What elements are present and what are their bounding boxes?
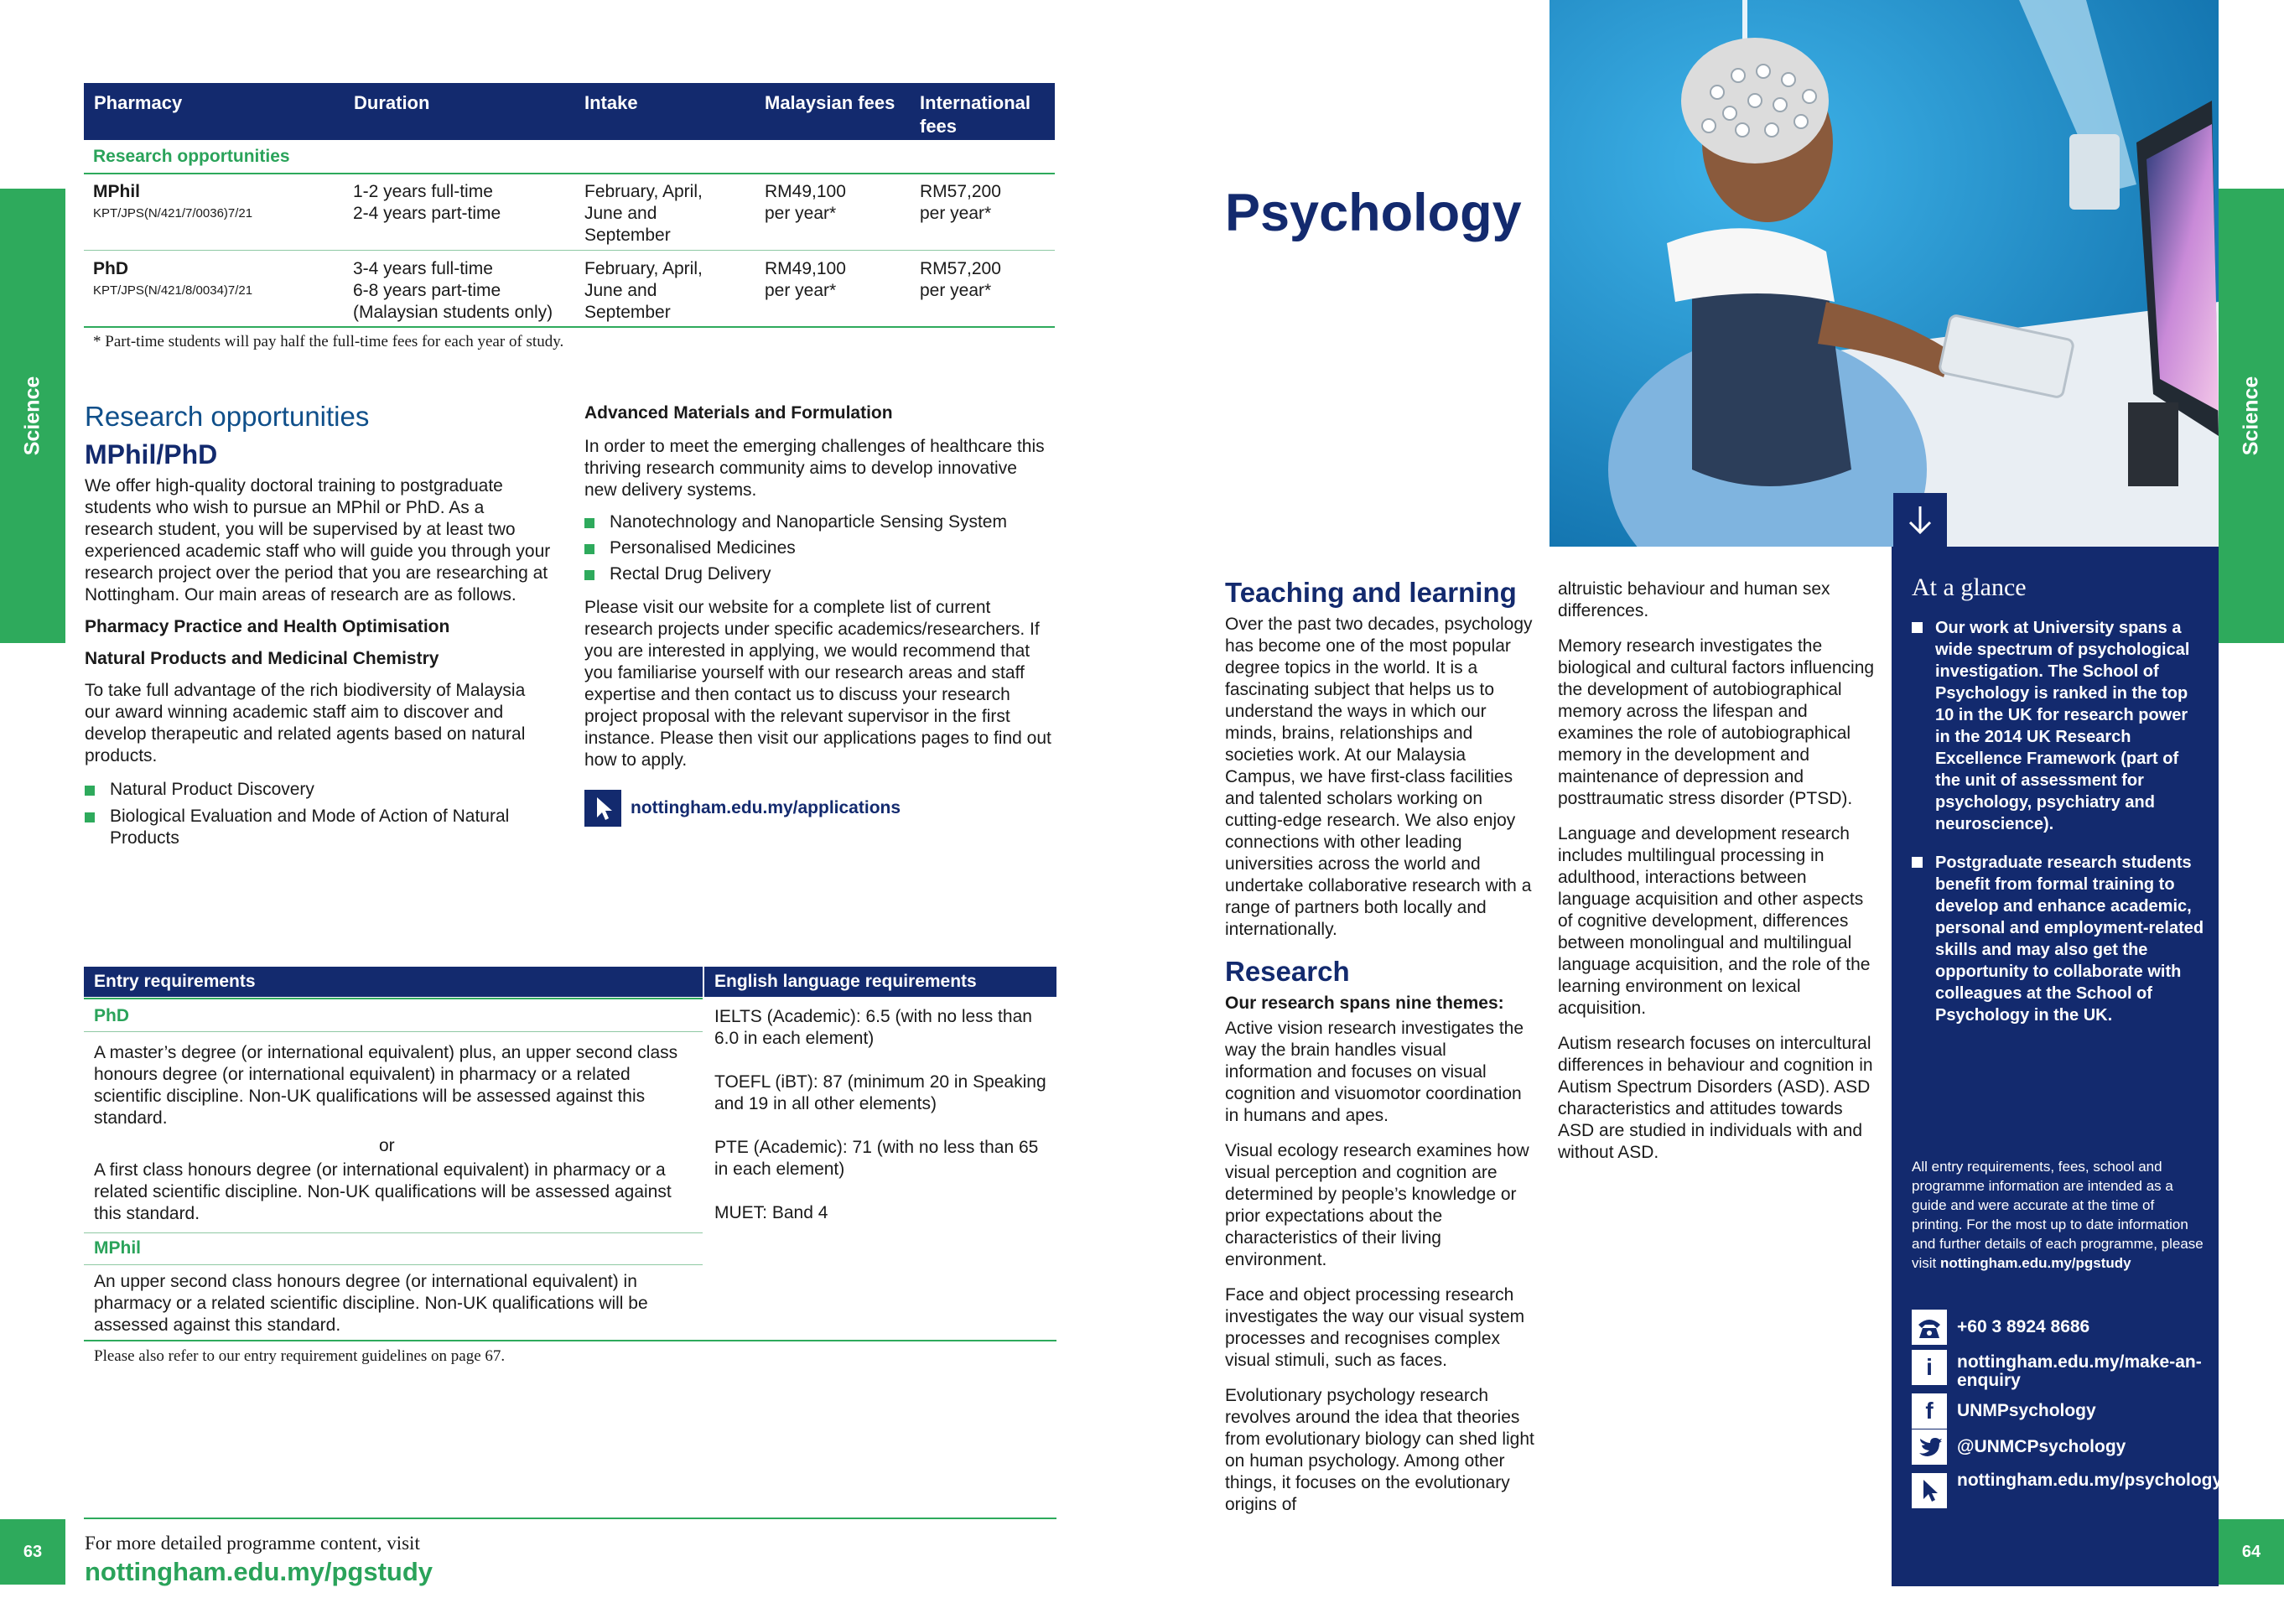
fee-line: RM57,200 (920, 182, 1001, 201)
entry-requirements-header (84, 967, 703, 997)
facebook-icon: f (1912, 1393, 1947, 1429)
divider (84, 1264, 703, 1265)
applications-link-row[interactable] (584, 790, 1054, 827)
divider (84, 250, 1055, 251)
disclaimer-link[interactable]: nottingham.edu.my/pgstudy (1940, 1255, 2131, 1271)
contact-enquiry-link[interactable]: nottingham.edu.my/make-an-enquiry (1957, 1352, 2202, 1390)
eeg-photo (1549, 0, 2219, 547)
list-item: Postgraduate research students benefit from formal training to develop and enhance academic, personal and employment-related skills and may also get the opportunity to collaborate with colleagues at the School of Psychology in the UK. (1912, 852, 2205, 1026)
disclaimer-text: All entry requirements, fees, school and programme information are intended as a guide and were accurate at the time of printing. For the most up to date information and further details of each programme, please visit (1912, 1159, 2204, 1271)
divider (84, 326, 1055, 328)
research-intro: We offer high-quality doctoral training to postgraduate students who wish to pursue an MPhil or PhD. As a research student, you will be supervised by at least two experienced academic staff who will guide you through your research project over the period that you are researching at Nottingham. Our main areas of research are as follows. (85, 476, 551, 604)
altruistic-paragraph: altruistic behaviour and human sex differences. (1558, 579, 1830, 620)
english-requirement-toefl: TOEFL (iBT): 87 (minimum 20 in Speaking and 19 in all other elements) (714, 1072, 1046, 1113)
fee-line: RM49,100 (765, 182, 846, 201)
language-paragraph: Language and development research includes multilingual processing in adulthood, interactions between language acquisition and other aspects of cognitive development, differences between monolingual and multilingual language acquisition, and the role of the learning environment on lexical acquisition. (1558, 824, 1871, 1018)
fees-row-phd (93, 258, 252, 302)
list-item: Our work at University spans a wide spectrum of psychological investigation. The School of Psychology is ranked in the top 10 in the UK for research power in the 2014 UK Research Excellence Framework (part of the unit of assessment for psychology, psychiatry and neuroscience). (1912, 617, 2205, 835)
list-item: Personalised Medicines (584, 537, 1054, 559)
visual-ecology-paragraph: Visual ecology research examines how visual perception and cognition are determined by people’s knowledge or prior expectations about the characteristics of their living environment. (1225, 1141, 1529, 1269)
at-a-glance-heading: At a glance (1912, 573, 2027, 601)
phd-intake (584, 258, 703, 324)
footer-pgstudy-link[interactable]: nottingham.edu.my/pgstudy (85, 1557, 433, 1586)
fees-footnote: * Part-time students will pay half the full-time fees for each year of study. (93, 333, 564, 350)
col-header-pharmacy: Pharmacy (94, 92, 183, 113)
face-object-paragraph: Face and object processing research investigates the way our visual system processes and recognises complex visual stimuli, such as faces. (1225, 1285, 1525, 1370)
duration-line: (Malaysian students only) (353, 303, 553, 322)
fee-line: per year* (765, 204, 837, 223)
natural-products-text: To take full advantage of the rich biodiversity of Malaysia our award winning academic staff aim to discover and develop therapeutic and related agents based on natural products. (85, 681, 526, 765)
mphil-malaysian-fee (765, 181, 846, 225)
programme-name: PhD (93, 259, 128, 278)
english-requirements-header (704, 967, 1056, 997)
research-column-1 (85, 401, 554, 849)
english-requirement-pte: PTE (Academic): 71 (with no less than 65 in each element) (714, 1138, 1039, 1179)
intake-line: February, April, (584, 182, 703, 201)
research-area-natural-products: Natural Products and Medicinal Chemistry (85, 649, 439, 668)
mphil-duration (353, 181, 501, 225)
teaching-heading: Teaching and learning (1225, 577, 1517, 608)
science-side-tab-right: Science (2219, 189, 2284, 643)
divider (84, 1340, 1056, 1341)
entry-phd-requirement-2: A first class honours degree (or international equivalent) in pharmacy or a related scientific discipline. Non-UK qualifications will be assessed against this standard. (94, 1160, 672, 1223)
english-requirements-list (714, 1006, 1050, 1224)
science-side-tab: Science (0, 189, 65, 643)
duration-line: 1-2 years full-time (353, 182, 493, 201)
arrow-down-icon[interactable] (1893, 493, 1947, 547)
intake-line: June and (584, 281, 657, 300)
fee-line: RM49,100 (765, 259, 846, 278)
footer-divider (84, 1518, 1056, 1519)
research-themes-subheading: Our research spans nine themes: (1225, 994, 1504, 1013)
list-item: Biological Evaluation and Mode of Action of Natural Products (85, 806, 546, 849)
english-header-label: English language requirements (714, 972, 977, 991)
advanced-materials-text: In order to meet the emerging challenges of healthcare this thriving research community aims to develop innovative new delivery systems. (584, 437, 1045, 500)
phone-icon (1912, 1310, 1947, 1345)
intake-line: June and (584, 204, 657, 223)
cursor-icon (1912, 1473, 1947, 1508)
psychology-column-1 (1225, 577, 1535, 1516)
memory-paragraph: Memory research investigates the biological and cultural factors influencing the development of autobiographical memory across the lifespan and examines the role of autobiographical memory in the development and maintenance of depression and posttraumatic stress disorder (PTSD). (1558, 636, 1875, 808)
list-item: Natural Product Discovery (85, 779, 554, 801)
english-requirement-ielts: IELTS (Academic): 6.5 (with no less than 6.0 in each element) (714, 1007, 1032, 1048)
phd-international-fee (920, 258, 1001, 302)
psychology-column-2 (1558, 579, 1878, 1164)
evolutionary-paragraph: Evolutionary psychology research revolves around the idea that theories from evolutionary biology can shed light on human psychology. Among other things, it focuses on the evolutionary origins of (1225, 1386, 1534, 1514)
entry-mphil-label: MPhil (94, 1238, 141, 1258)
entry-or: or (379, 1136, 395, 1155)
footer-text: For more detailed programme content, visit (85, 1533, 420, 1554)
twitter-icon (1912, 1429, 1947, 1465)
intake-line: September (584, 303, 671, 322)
duration-line: 6-8 years part-time (353, 281, 501, 300)
fees-table-header (84, 83, 1055, 140)
intake-line: September (584, 226, 671, 245)
divider (84, 998, 703, 999)
divider (84, 1031, 703, 1032)
at-a-glance-panel (1892, 547, 2223, 1586)
entry-phd-requirement-1: A master’s degree (or international equivalent) plus, an upper second class honours degree (or international equivalent) in pharmacy or a related scientific discipline. Non-UK qualifications will be assessed against this standard. (94, 1043, 678, 1128)
entry-guidelines-note: Please also refer to our entry requirement guidelines on page 67. (94, 1347, 506, 1365)
col-header-malaysian-fees: Malaysian fees (765, 92, 895, 113)
visit-website-text: Please visit our website for a complete list of current research projects under specific academics/researchers. If you are interested in applying, we would recommend that you familiarise yourself with our research areas and staff expertise and then contact us to discuss your research project proposal with the relevant supervisor in the first instance. Please then visit our applications pages to find out how to apply. (584, 598, 1051, 770)
entry-phd-label: PhD (94, 1006, 129, 1025)
active-vision-paragraph: Active vision research investigates the way the brain handles visual information and focuses on visual cognition and visuomotor coordination in humans and apes. (1225, 1019, 1524, 1125)
programme-code: KPT/JPS(N/421/7/0036)7/21 (93, 206, 253, 221)
col-header-intake: Intake (584, 92, 638, 113)
divider (84, 1232, 703, 1233)
english-requirement-muet: MUET: Band 4 (714, 1203, 828, 1222)
list-item: Nanotechnology and Nanoparticle Sensing System (584, 511, 1054, 533)
research-heading: Research opportunities (85, 401, 370, 432)
intake-line: February, April, (584, 259, 703, 278)
fees-section-label: Research opportunities (93, 147, 290, 166)
fee-line: per year* (765, 281, 837, 300)
list-item: Rectal Drug Delivery (584, 563, 1054, 585)
mphil-intake (584, 181, 703, 246)
contact-facebook[interactable]: UNMPsychology (1957, 1401, 2096, 1420)
programme-code: KPT/JPS(N/421/8/0034)7/21 (93, 283, 253, 298)
programme-name: MPhil (93, 182, 140, 201)
divider (84, 173, 1055, 174)
fee-line: per year* (920, 204, 992, 223)
entry-mphil-requirement: An upper second class honours degree (or international equivalent) in pharmacy or a related scientific discipline. Non-UK qualifications will be assessed against this standard. (94, 1272, 648, 1335)
mphil-international-fee (920, 181, 1001, 225)
page-title: Psychology (1225, 184, 1522, 242)
glance-bullets (1912, 617, 2205, 1026)
autism-paragraph: Autism research focuses on intercultural differences in behaviour and cognition in Autism Spectrum Disorders (ASD). ASD characteristics and attitudes towards ASD are studied in individuals with and without ASD. (1558, 1034, 1873, 1162)
contact-psychology-link[interactable]: nottingham.edu.my/psychology (1957, 1471, 2223, 1490)
disclaimer (1912, 1157, 2205, 1273)
cursor-icon (584, 790, 621, 827)
fee-line: per year* (920, 281, 992, 300)
contact-twitter[interactable]: @UNMCPsychology (1957, 1437, 2126, 1456)
applications-link[interactable]: nottingham.edu.my/applications (631, 798, 901, 817)
contact-phone[interactable]: +60 3 8924 8686 (1957, 1317, 2090, 1336)
research-area-pharmacy-practice: Pharmacy Practice and Health Optimisation (85, 617, 450, 636)
research-column-2 (584, 402, 1054, 827)
research-subheading: MPhil/PhD (85, 439, 218, 470)
fee-line: RM57,200 (920, 259, 1001, 278)
duration-line: 3-4 years full-time (353, 259, 493, 278)
research-heading-psychology: Research (1225, 956, 1350, 987)
page-number-left: 63 (0, 1519, 65, 1585)
col-header-international-fees: International fees (920, 92, 1031, 137)
phd-duration (353, 258, 553, 324)
page-number-right: 64 (2219, 1519, 2284, 1585)
duration-line: 2-4 years part-time (353, 204, 501, 223)
entry-header-label: Entry requirements (94, 972, 256, 991)
research-area-advanced-materials: Advanced Materials and Formulation (584, 403, 893, 423)
phd-malaysian-fee (765, 258, 846, 302)
info-icon: i (1912, 1350, 1947, 1385)
col-header-duration: Duration (354, 92, 430, 113)
fees-row-mphil (93, 181, 252, 225)
teaching-text: Over the past two decades, psychology has become one of the most popular degree topics in the world. It is a fascinating subject that helps us to understand the ways in which our minds, brains, relationships and societies work. At our Malaysia Campus, we have first-class facilities and talented scholars working on cutting-edge research. We also enjoy connections with other leading universities across the world and undertake collaborative research with a range of partners both locally and internationally. (1225, 615, 1533, 939)
